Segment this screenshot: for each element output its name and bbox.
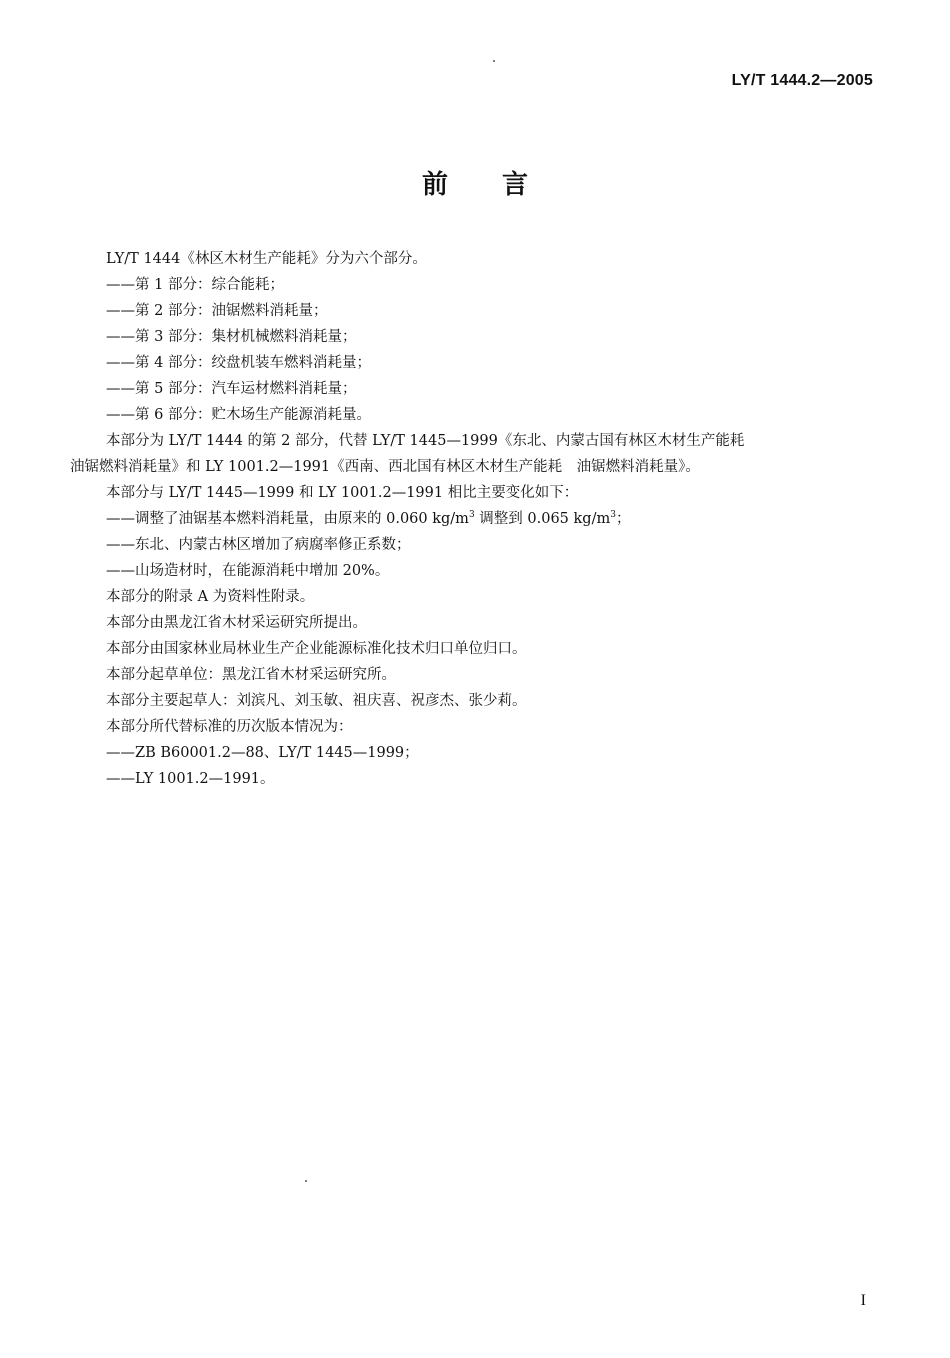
foreword-body bbox=[70, 246, 870, 792]
change-item: ——东北、内蒙古林区增加了病腐率修正系数； bbox=[106, 537, 411, 553]
change-text: ——调整了油锯基本燃料消耗量，由原来的 0.060 kg/m bbox=[106, 511, 469, 527]
proposed-paragraph: 本部分由黑龙江省木材采运研究所提出。 bbox=[106, 615, 367, 631]
history-item: ——LY 1001.2—1991。 bbox=[106, 771, 275, 787]
changes-intro: 本部分与 LY/T 1445—1999 和 LY 1001.2—1991 相比主要变化如下： bbox=[106, 485, 579, 501]
superscript: 3 bbox=[610, 510, 616, 520]
appendix-paragraph: 本部分的附录 A 为资料性附录。 bbox=[106, 589, 315, 605]
history-item: ——ZB B60001.2—88、LY/T 1445—1999； bbox=[106, 745, 419, 761]
page-title: 前言 bbox=[421, 170, 582, 200]
drafters-paragraph: 本部分主要起草人：刘滨凡、刘玉敏、祖庆喜、祝彦杰、张少莉。 bbox=[106, 693, 527, 709]
change-item: ——山场造材时，在能源消耗中增加 20%。 bbox=[106, 563, 390, 579]
part-item: ——第 6 部分：贮木场生产能源消耗量。 bbox=[106, 407, 371, 423]
drafting-unit-paragraph: 本部分起草单位：黑龙江省木材采运研究所。 bbox=[106, 667, 396, 683]
replacement-paragraph: 本部分为 LY/T 1444 的第 2 部分，代替 LY/T 1445—1999《东北、内蒙古国有林区木材生产能耗 bbox=[106, 433, 745, 449]
part-item: ——第 4 部分：绞盘机装车燃料消耗量； bbox=[106, 355, 371, 371]
change-item bbox=[70, 506, 870, 532]
standard-code: LY/T 1444.2—2005 bbox=[731, 72, 873, 89]
history-intro: 本部分所代替标准的历次版本情况为： bbox=[106, 719, 353, 735]
part-item: ——第 5 部分：汽车运材燃料消耗量； bbox=[106, 381, 357, 397]
superscript: 3 bbox=[468, 510, 475, 520]
part-item: ——第 3 部分：集材机械燃料消耗量； bbox=[106, 329, 357, 345]
intro-paragraph: LY/T 1444《林区木材生产能耗》分为六个部分。 bbox=[106, 251, 427, 267]
change-text: 调整到 0.065 kg/m bbox=[474, 511, 611, 527]
scan-speck bbox=[305, 1180, 307, 1182]
part-item: ——第 2 部分：油锯燃料消耗量； bbox=[106, 303, 328, 319]
change-text: ； bbox=[615, 511, 631, 527]
part-item: ——第 1 部分：综合能耗； bbox=[106, 277, 284, 293]
page-number: I bbox=[860, 1292, 866, 1309]
centralized-paragraph: 本部分由国家林业局林业生产企业能源标准化技术归口单位归口。 bbox=[106, 641, 527, 657]
scan-speck bbox=[493, 60, 495, 62]
replacement-paragraph-continued: 油锯燃料消耗量》和 LY 1001.2—1991《西南、西北国有林区木材生产能耗 油锯燃料消耗量》。 bbox=[70, 459, 700, 475]
